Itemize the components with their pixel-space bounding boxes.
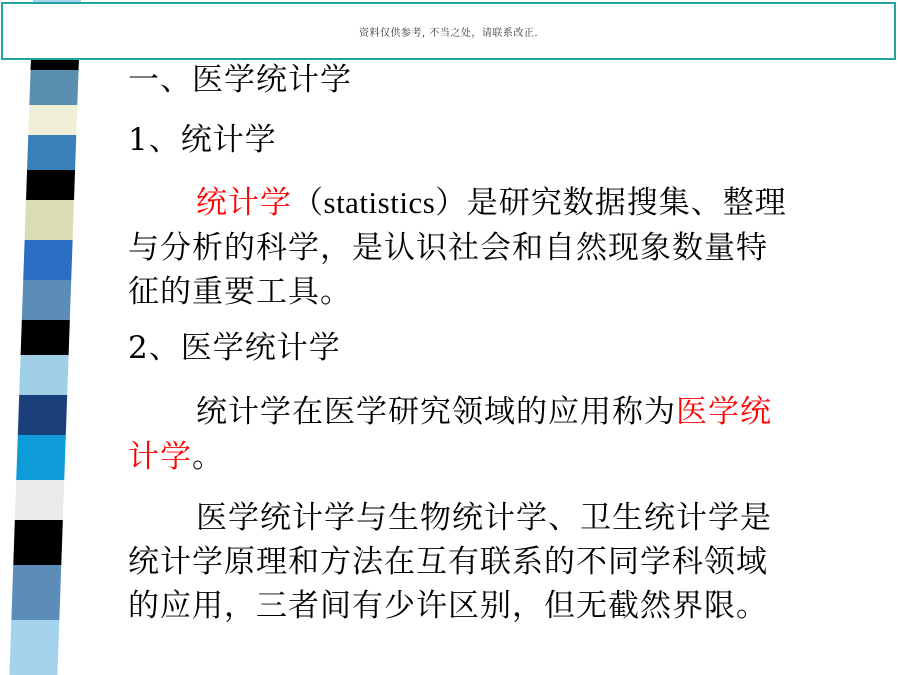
stripe-band (29, 70, 78, 105)
stripe-band (21, 320, 70, 355)
stripe-band (22, 280, 71, 320)
para-2-line-2-end: 。 (192, 439, 224, 475)
para-1-line-3-text: 征的重要工具。 (128, 274, 352, 310)
para-3-line-1 (196, 498, 772, 538)
para-1-line-1 (196, 183, 787, 223)
stripe-band (27, 135, 76, 170)
notice-banner (1, 2, 896, 60)
stripe-band (28, 105, 77, 135)
para-1-line-1-rest: 是研究数据搜集、整理 (466, 185, 787, 221)
para-1-line-2-text: 与分析的科学，是认识社会和自然现象数量特 (128, 230, 768, 266)
stripe-band (11, 565, 61, 620)
para-2-line-1 (196, 392, 772, 432)
para-3-line-2-text: 统计学原理和方法在互有联系的不同学科领域 (128, 544, 768, 580)
term-english: （statistics） (292, 185, 467, 220)
stripe-band (26, 170, 75, 200)
para-3-line-2 (128, 542, 768, 582)
section-2-title (128, 328, 341, 368)
stripe-band (18, 395, 67, 435)
stripe-band (13, 520, 63, 565)
para-1-line-3 (128, 272, 352, 312)
stripe-band (9, 620, 59, 675)
para-2-line-2 (128, 437, 224, 477)
section-2-title-text: 2、医学统计学 (128, 330, 341, 366)
stripe-band (15, 480, 64, 520)
para-1-line-2 (128, 228, 768, 268)
section-1-title-text: 1、统计学 (128, 122, 277, 158)
heading-text: 一、医学统计学 (128, 62, 352, 98)
term-statistics: 统计学 (196, 185, 292, 221)
term-medical-statistics-end: 计学 (128, 439, 192, 475)
main-heading (128, 60, 352, 100)
stripe-band (23, 240, 72, 280)
section-1-title (128, 120, 277, 160)
notice-text: 资料仅供参考, 不当之处，请联系改正. (358, 27, 539, 39)
para-2-line-1-text: 统计学在医学研究领域的应用称为 (196, 394, 676, 430)
para-3-line-3 (128, 586, 768, 626)
stripe-band (25, 200, 74, 240)
stripe-band (16, 435, 66, 480)
para-3-line-1-text: 医学统计学与生物统计学、卫生统计学是 (196, 500, 772, 536)
decorative-stripe (9, 0, 81, 675)
term-medical-statistics: 医学统 (676, 394, 772, 430)
para-3-line-3-text: 的应用，三者间有少许区别，但无截然界限。 (128, 588, 768, 624)
stripe-band (19, 355, 68, 395)
